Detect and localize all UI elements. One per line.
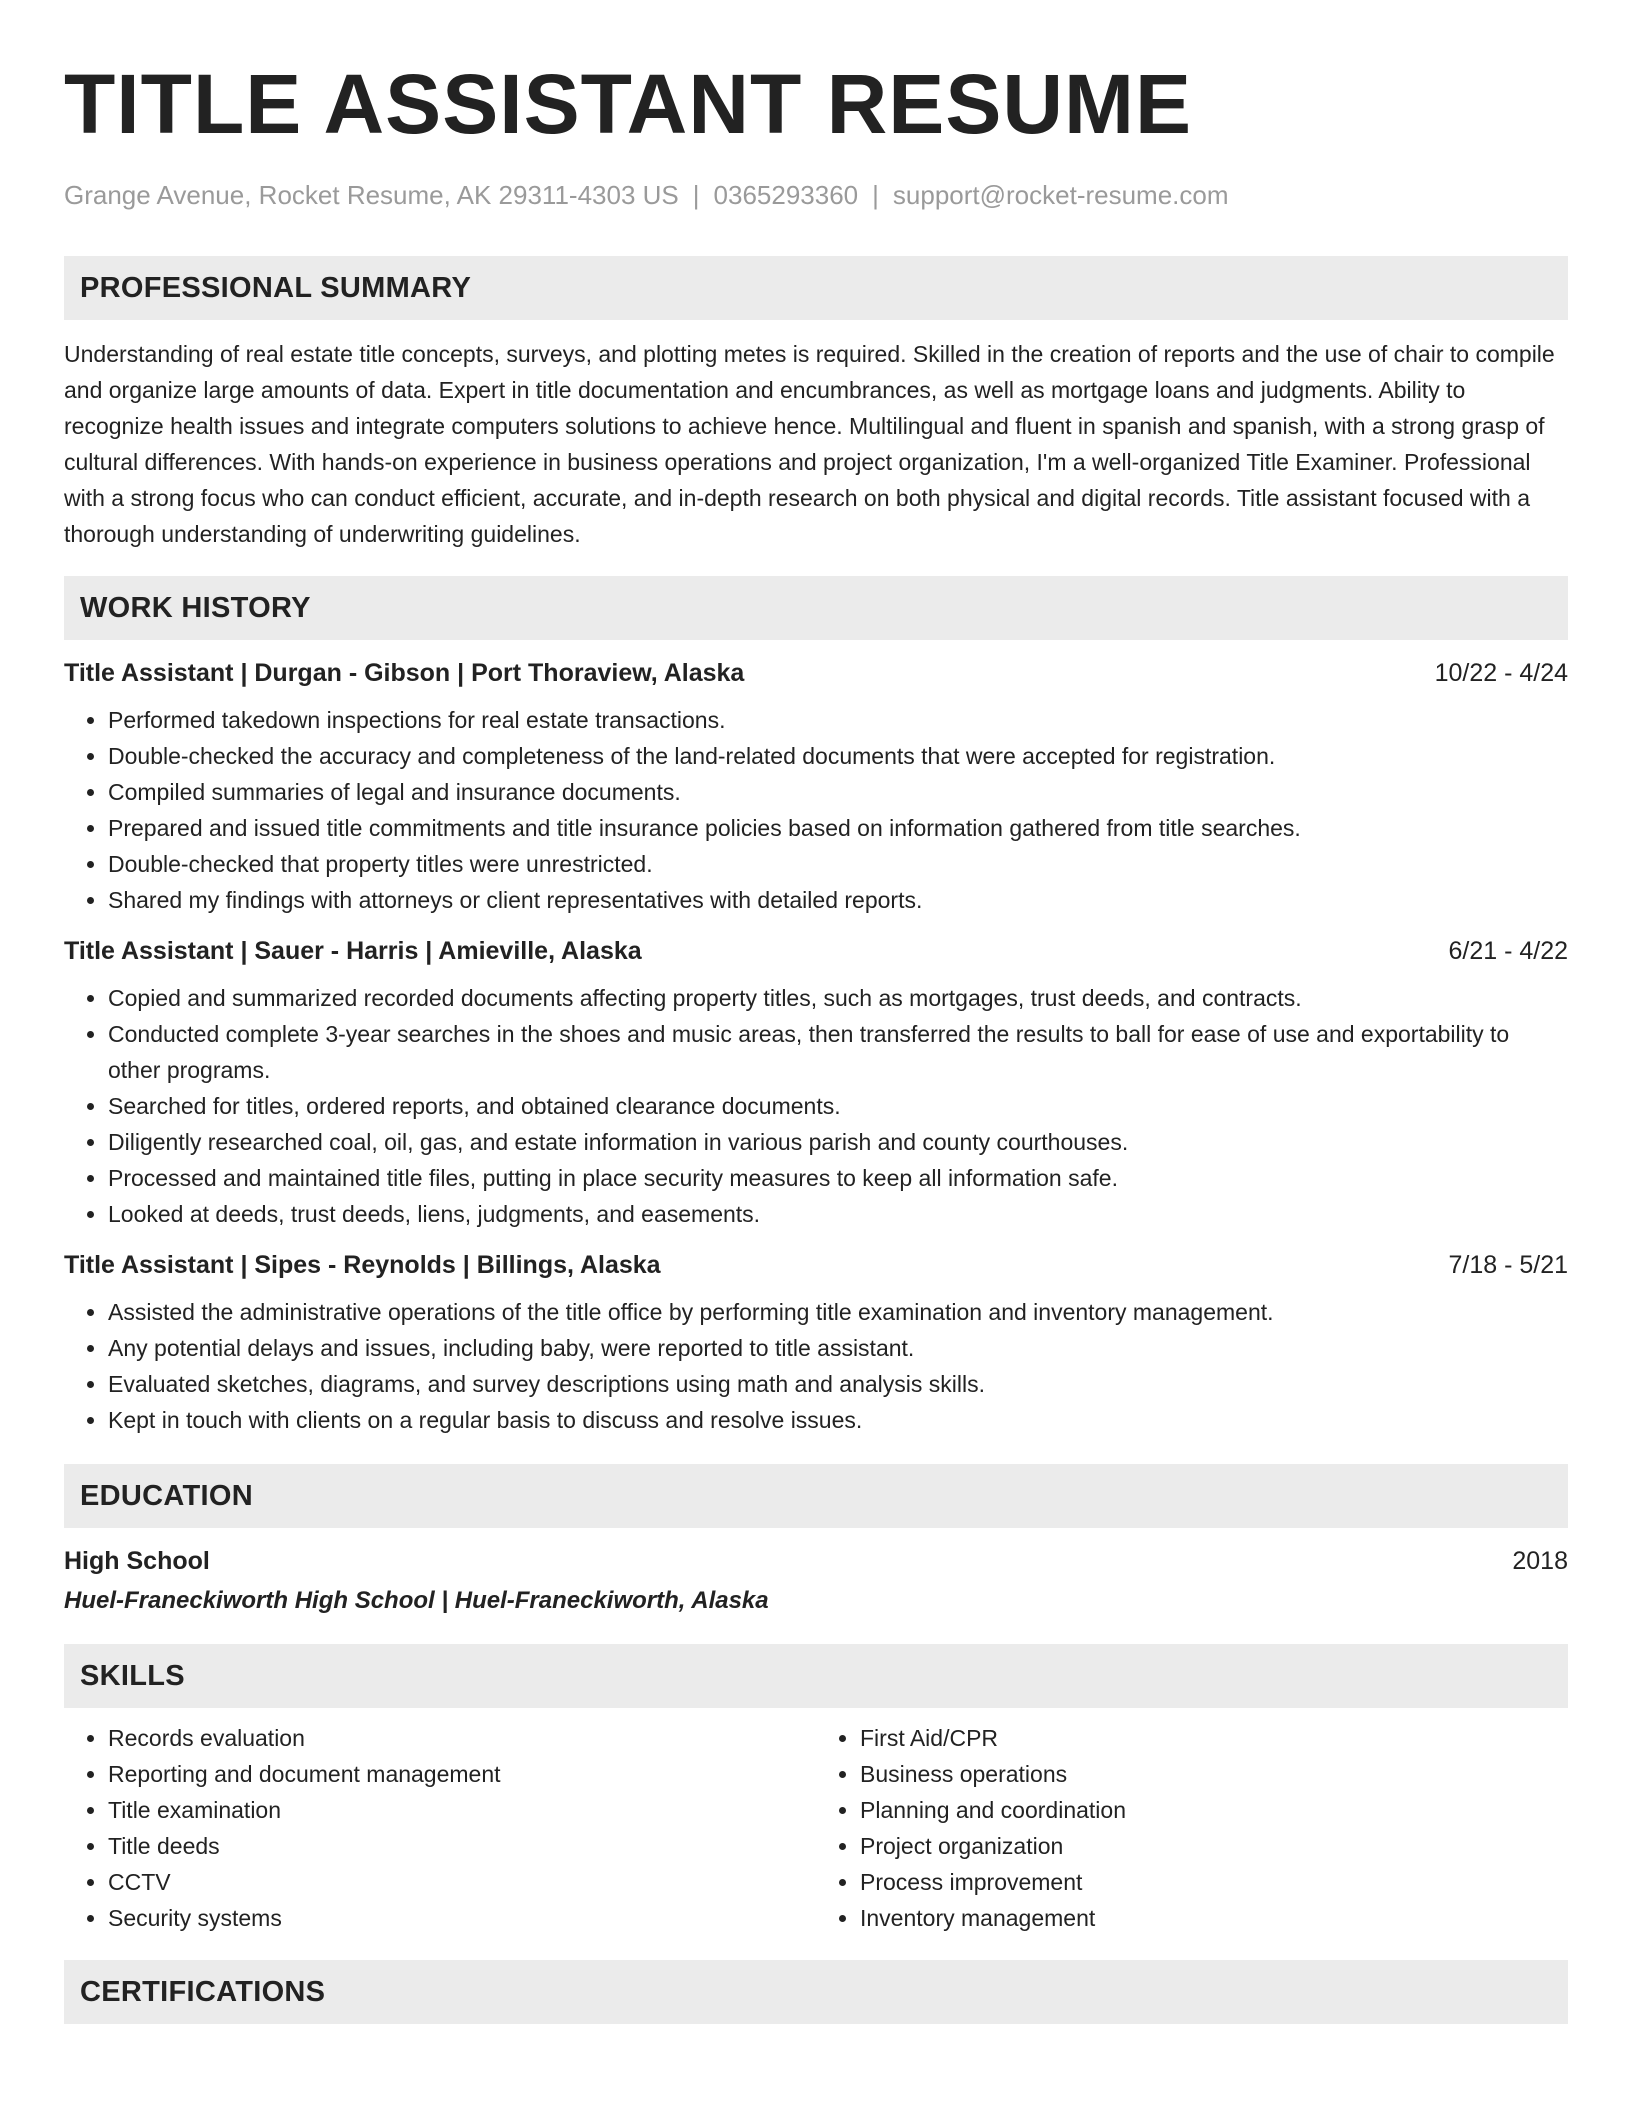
job-bullets: [64, 980, 1568, 1232]
education-year: 2018: [1512, 1547, 1568, 1575]
education-entry: [64, 1544, 1568, 1618]
job-entry: [64, 934, 1568, 1232]
summary-heading: PROFESSIONAL SUMMARY: [64, 256, 1568, 320]
skill-item: • Title deeds: [108, 1828, 816, 1864]
skill-item: • Reporting and document management: [108, 1756, 816, 1792]
education-header: [64, 1544, 1568, 1578]
job-entry: [64, 1248, 1568, 1438]
summary-text: Understanding of real estate title concepts, surveys, and plotting metes is required. Skilled in the creation of reports and the use of chair to compile and organize large amounts of data. Expert in title documentation and encumbrances, as well as mortgage loans and judgments. Ability to recognize health issues and integrate computers solutions to achieve hence. Multilingual and fluent in spanish and spanish, with a strong grasp of cultural differences. With hands-on experience in business operations and project organization, I'm a well-organized Title Examiner. Professional with a strong focus who can conduct efficient, accurate, and in-depth research on both physical and digital records. Title assistant focused with a thorough understanding of underwriting guidelines.: [64, 341, 1555, 547]
skill-item: • Business operations: [860, 1756, 1568, 1792]
job-bullet: • Kept in touch with clients on a regular basis to discuss and resolve issues.: [108, 1402, 1568, 1438]
resume-title: TITLE ASSISTANT RESUME: [64, 57, 1193, 151]
job-bullet: • Diligently researched coal, oil, gas, and estate information in various parish and county courthouses.: [108, 1124, 1568, 1160]
job-dates: 7/18 - 5/21: [1448, 1251, 1568, 1279]
skills-right-list: [816, 1720, 1568, 1936]
job-header: [64, 656, 1568, 690]
job-bullet: • Evaluated sketches, diagrams, and survey descriptions using math and analysis skills.: [108, 1366, 1568, 1402]
job-bullet: • Prepared and issued title commitments and title insurance policies based on information gathered from title searches.: [108, 810, 1568, 846]
contact-address: Grange Avenue, Rocket Resume, AK 29311-4303 US: [64, 180, 679, 210]
skill-item: • First Aid/CPR: [860, 1720, 1568, 1756]
job-bullet: • Double-checked the accuracy and completeness of the land-related documents that were accepted for registration.: [108, 738, 1568, 774]
job-bullet: • Processed and maintained title files, putting in place security measures to keep all information safe.: [108, 1160, 1568, 1196]
education-degree: High School: [64, 1547, 210, 1575]
certifications-heading: CERTIFICATIONS: [64, 1960, 1568, 2024]
skill-item: • Security systems: [108, 1900, 816, 1936]
skill-item: • Inventory management: [860, 1900, 1568, 1936]
job-title: Title Assistant | Durgan - Gibson | Port Thoraview, Alaska: [64, 659, 745, 687]
skill-item: • Records evaluation: [108, 1720, 816, 1756]
contact-phone: 0365293360: [713, 180, 859, 210]
job-title: Title Assistant | Sipes - Reynolds | Billings, Alaska: [64, 1251, 661, 1279]
job-bullet: • Double-checked that property titles were unrestricted.: [108, 846, 1568, 882]
skill-item: • Title examination: [108, 1792, 816, 1828]
job-bullets: [64, 702, 1568, 918]
skill-item: • CCTV: [108, 1864, 816, 1900]
job-bullet: • Performed takedown inspections for real estate transactions.: [108, 702, 1568, 738]
contact-separator: |: [872, 180, 879, 210]
job-dates: 6/21 - 4/22: [1448, 937, 1568, 965]
job-bullet: • Any potential delays and issues, including baby, were reported to title assistant.: [108, 1330, 1568, 1366]
job-bullets: [64, 1294, 1568, 1438]
job-title: Title Assistant | Sauer - Harris | Amieville, Alaska: [64, 937, 642, 965]
work-history-heading: WORK HISTORY: [64, 576, 1568, 640]
skills-columns: [64, 1720, 1568, 1936]
job-bullet: • Copied and summarized recorded documents affecting property titles, such as mortgages, trust deeds, and contracts.: [108, 980, 1568, 1016]
job-bullet: • Searched for titles, ordered reports, and obtained clearance documents.: [108, 1088, 1568, 1124]
contact-email: support@rocket-resume.com: [892, 180, 1229, 210]
job-header: [64, 1248, 1568, 1282]
job-dates: 10/22 - 4/24: [1434, 659, 1568, 687]
education-school: Huel-Franeckiworth High School | Huel-Franeckiworth, Alaska: [64, 1587, 769, 1614]
job-bullet: • Compiled summaries of legal and insurance documents.: [108, 774, 1568, 810]
job-entry: [64, 656, 1568, 918]
job-bullet: • Shared my findings with attorneys or client representatives with detailed reports.: [108, 882, 1568, 918]
contact-line: [64, 178, 1568, 212]
job-bullet: • Conducted complete 3-year searches in the shoes and music areas, then transferred the results to ball for ease of use and exportability to other programs.: [108, 1016, 1568, 1088]
skills-heading: SKILLS: [64, 1644, 1568, 1708]
job-header: [64, 934, 1568, 968]
education-heading: EDUCATION: [64, 1464, 1568, 1528]
job-bullet: • Looked at deeds, trust deeds, liens, judgments, and easements.: [108, 1196, 1568, 1232]
skill-item: • Process improvement: [860, 1864, 1568, 1900]
skill-item: • Project organization: [860, 1828, 1568, 1864]
skill-item: • Planning and coordination: [860, 1792, 1568, 1828]
contact-separator: |: [692, 180, 700, 210]
job-bullet: • Assisted the administrative operations of the title office by performing title examination and inventory management.: [108, 1294, 1568, 1330]
skills-left-list: [64, 1720, 816, 1936]
